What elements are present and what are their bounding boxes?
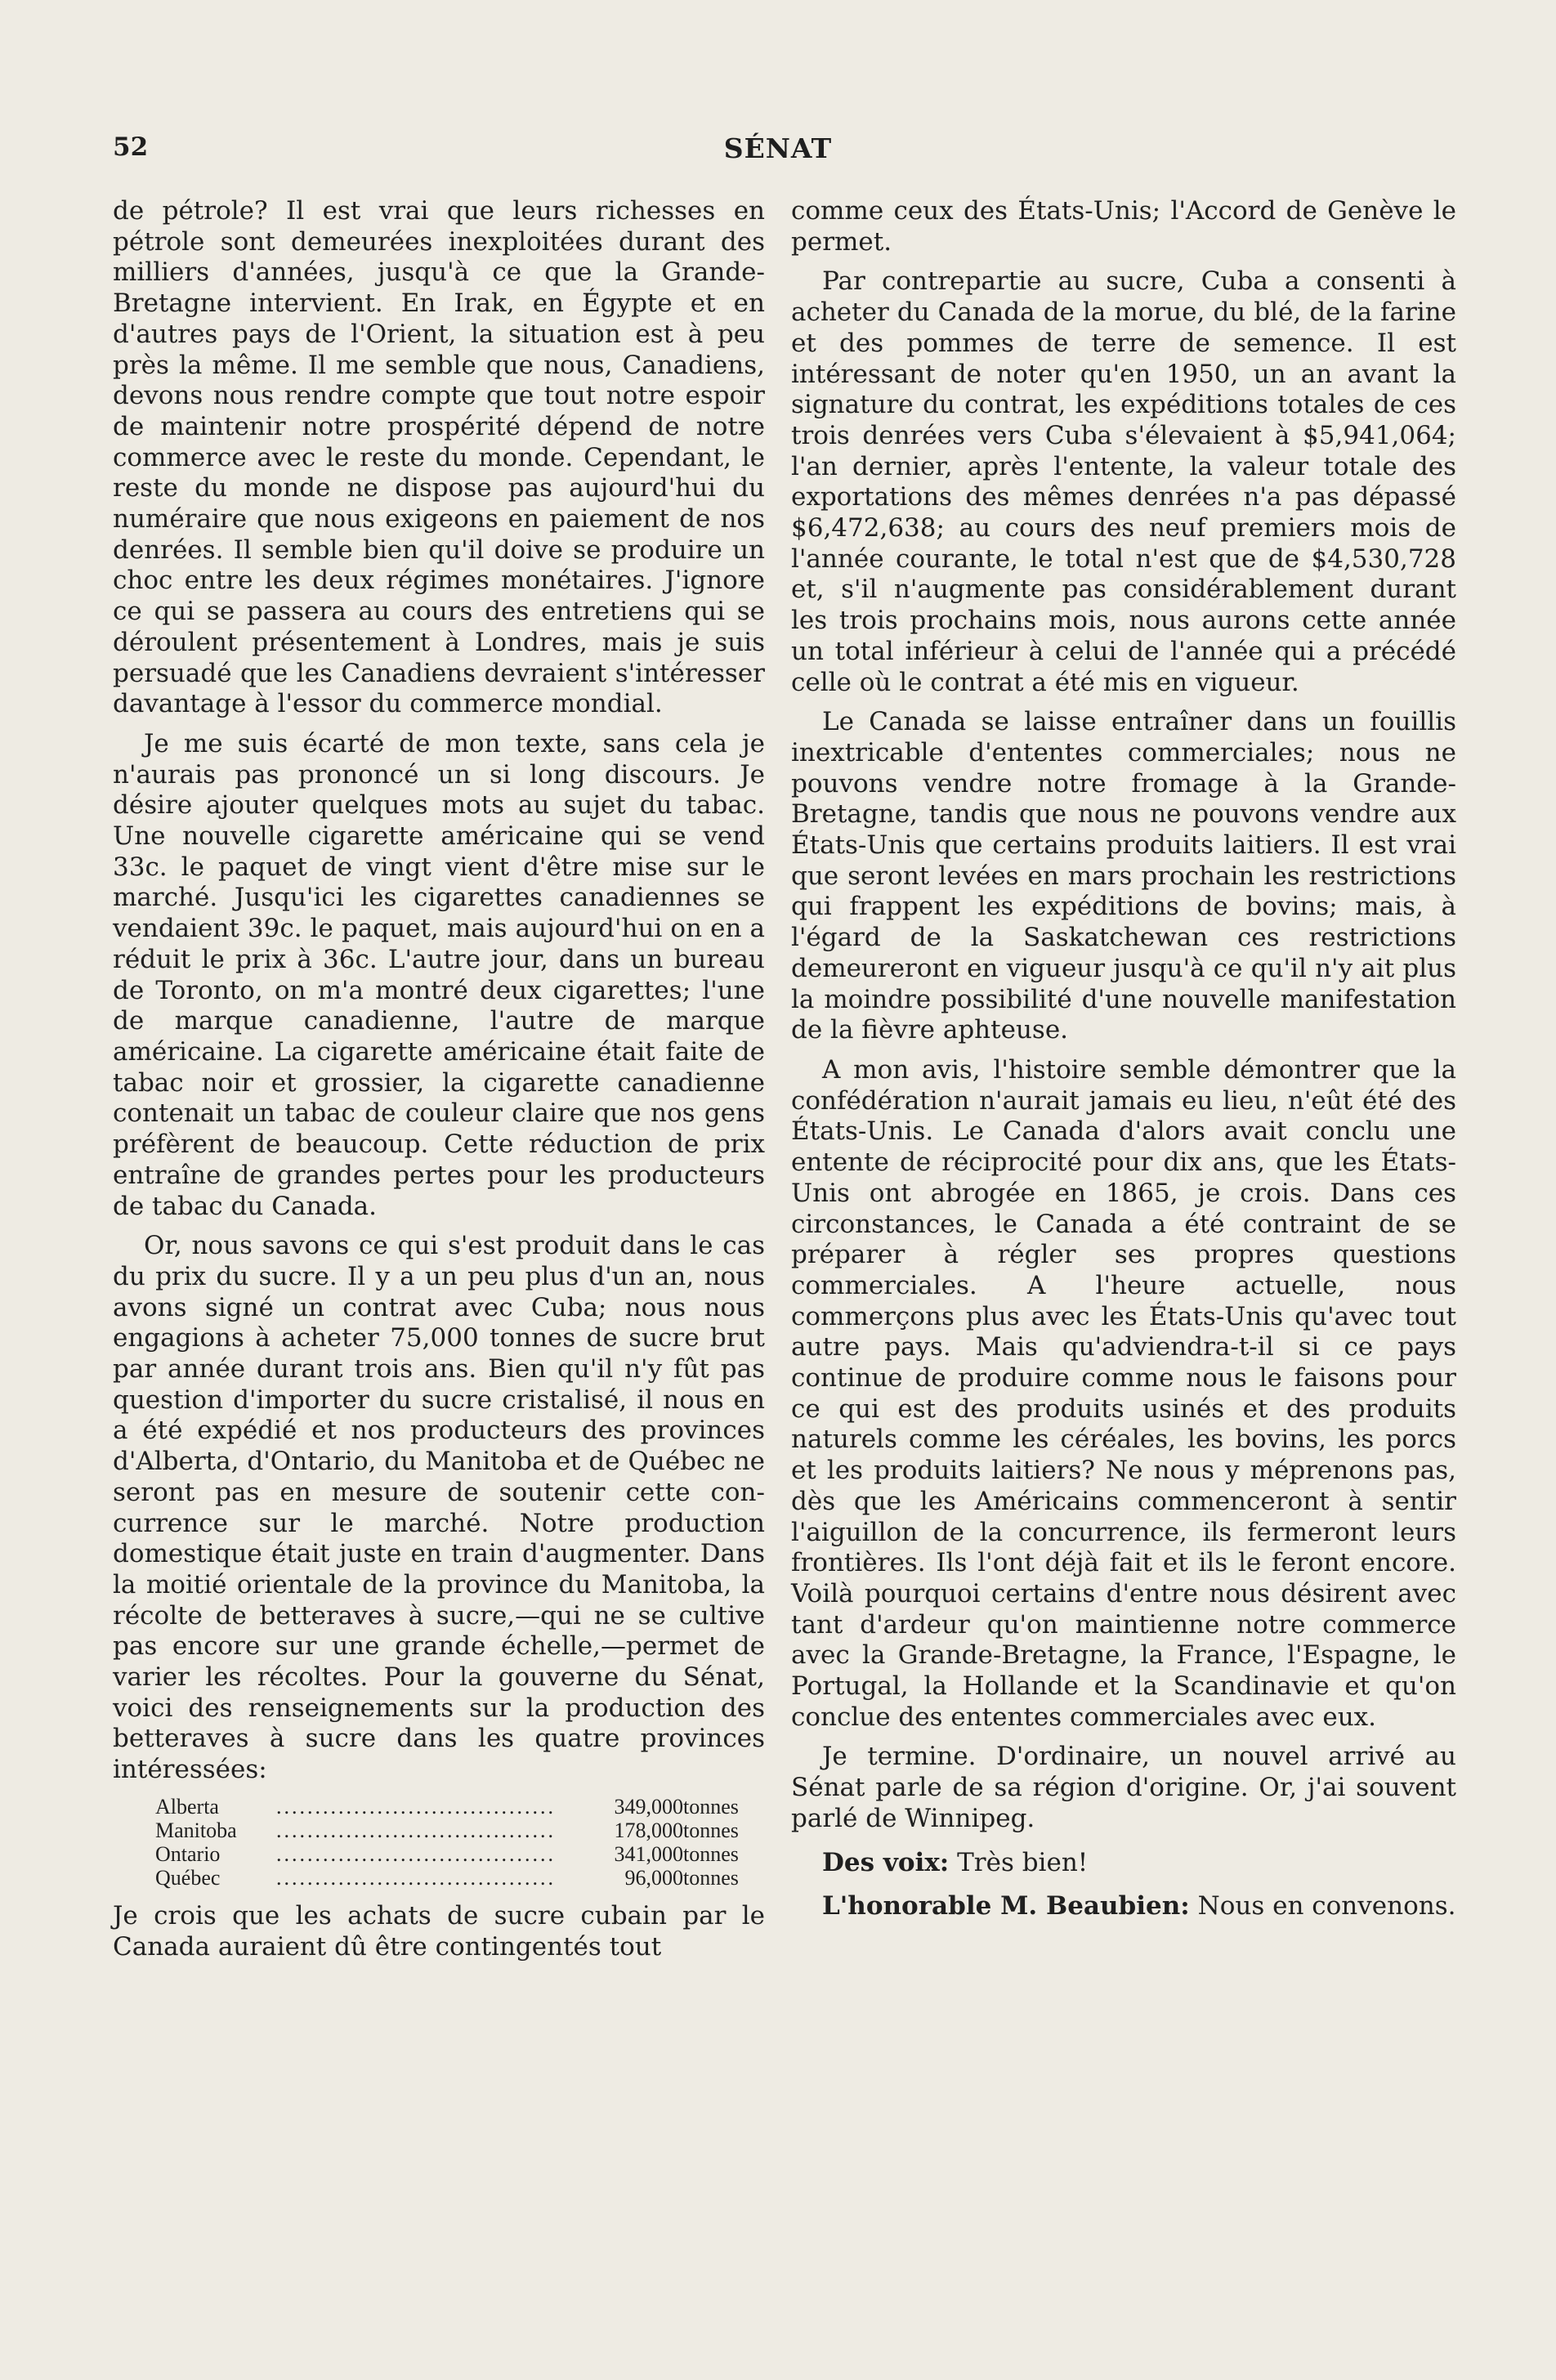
province-name: Manitoba	[155, 1818, 237, 1842]
left-column	[113, 196, 765, 1971]
leader-dots: ....................................	[276, 1818, 556, 1842]
province-name: Québec	[155, 1865, 221, 1890]
production-unit: tonnes	[683, 1818, 739, 1842]
interjection	[791, 1848, 1456, 1879]
table-row	[155, 1819, 765, 1842]
leader-dots: ....................................	[276, 1794, 556, 1819]
paragraph: Or, nous savons ce qui s'est produit dans le cas du prix du sucre. Il y a un peu plus d'un an, nous avons signé un contrat avec Cuba; nous nous engagions à acheter 75,000 tonnes de sucre brut par année durant trois ans. Bien qu'il n'y fût pas question d'importer du sucre cristalisé, il nous en a été expédié et nos producteurs des provinces d'Alberta, d'Ontario, du Manitoba et de Québec ne seront pas en mesure de soutenir cette concurrence sur le marché. Notre production domestique était juste en train d'augmenter. Dans la moitié orientale de la province du Manitoba, la récolte de betteraves à sucre,—qui ne se cultive pas encore sur une grande échelle,—permet de varier les récoltes. Pour la gouverne du Sénat, voici des renseignements sur la production des betteraves à sucre dans les quatre provinces intéressées:	[113, 1231, 765, 1785]
speaker-label: Des voix:	[822, 1847, 950, 1877]
leader-dots: ....................................	[276, 1865, 556, 1890]
paragraph: Je crois que les achats de sucre cubain par le Canada auraient dû être contingentés tout	[113, 1900, 765, 1962]
production-amount: 341,000	[614, 1841, 683, 1866]
speaker-label: L'honorable M. Beaubien:	[822, 1891, 1190, 1921]
table-row	[155, 1866, 765, 1890]
province-name: Alberta	[155, 1794, 219, 1819]
province-name: Ontario	[155, 1841, 221, 1866]
right-column	[791, 196, 1456, 1931]
page-number: 52	[113, 132, 149, 162]
speaker-remark	[791, 1891, 1456, 1922]
table-row	[155, 1795, 765, 1819]
paragraph: A mon avis, l'histoire semble démontrer que la confédération n'aurait jamais eu lieu, n'eût été des États-Unis. Le Canada d'alors avait conclu une entente de réciprocité pour dix ans, que les États-Unis ont abrogée en 1865, je crois. Dans ces circonstances, le Canada a été contraint de se préparer à régler ses propres questions commerciales. A l'heure actuelle, nous commerçons plus avec les États-Unis qu'avec tout autre pays. Mais qu'adviendra-t-il si ce pays continue de produire comme nous le faisons pour ce qui est des produits usinés et des produits naturels comme les céréales, les bovins, les porcs et les produits laitiers? Ne nous y méprenons pas, dès que les Américains commenceront à sentir l'aiguillon de la concurrence, ils fermeront leurs frontières. Ils l'ont déjà fait et ils le feront encore. Voilà pourquoi certains d'entre nous désirent avec tant d'ardeur qu'on maintienne notre commerce avec la Grande-Bretagne, la France, l'Espagne, le Portugal, la Hollande et la Scandinavie et qu'on conclue des ententes commerciales avec eux.	[791, 1054, 1456, 1732]
paragraph: de pétrole? Il est vrai que leurs richesses en pétrole sont demeurées inexploitées durant des milliers d'années, jusqu'à ce que la Grande-Bretagne intervient. En Irak, en Égypte et en d'autres pays de l'Orient, la situation est à peu près la même. Il me semble que nous, Canadiens, devons nous rendre compte que tout notre espoir de maintenir notre prospérité dépend de notre commerce avec le reste du monde. Cependant, le reste du monde ne dispose pas aujourd'hui du numéraire que nous exigeons en paiement de nos denrées. Il semble bien qu'il doive se produire un choc entre les deux régimes monétaires. J'ignore ce qui se passera au cours des entretiens qui se déroulent présentement à Londres, mais je suis persuadé que les Canadiens devraient s'intéresser davantage à l'essor du commerce mondial.	[113, 196, 765, 719]
speech-text: Très bien!	[957, 1847, 1089, 1877]
production-unit: tonnes	[683, 1794, 739, 1819]
paragraph: Par contrepartie au sucre, Cuba a consenti à acheter du Canada de la morue, du blé, de la farine et des pommes de terre de semence. Il est intéressant de noter qu'en 1950, un an avant la signature du contrat, les expéditions totales de ces trois denrées vers Cuba s'élevaient à $5,941,064; l'an dernier, après l'entente, la valeur totale des exportations des mêmes denrées n'a pas dépassé $6,472,638; au cours des neuf premiers mois de l'année courante, le total n'est que de $4,530,728 et, s'il n'augmente pas considérablement durant les trois prochains mois, nous aurons cette année un total inférieur à celui de l'année qui a précédé celle où le contrat a été mis en vigueur.	[791, 266, 1456, 697]
paragraph: Je me suis écarté de mon texte, sans cela je n'aurais pas prononcé un si long discours. Je désire ajouter quelques mots au sujet du tabac. Une nouvelle cigarette américaine qui se vend 33c. le paquet de vingt vient d'être mise sur le marché. Jusqu'ici les cigarettes canadiennes se vendaient 39c. le paquet, mais aujourd'hui on en a réduit le prix à 36c. L'autre jour, dans un bureau de Toronto, on m'a montré deux cigarettes; l'une de marque canadienne, l'autre de marque américaine. La cigarette américaine était faite de tabac noir et grossier, la cigarette canadienne contenait un tabac de couleur claire que nos gens préfèrent de beaucoup. Cette réduction de prix entraîne de grandes pertes pour les producteurs de tabac du Canada.	[113, 728, 765, 1221]
paragraph: Je termine. D'ordinaire, un nouvel arrivé au Sénat parle de sa région d'origine. Or, j'ai souvent parlé de Winnipeg.	[791, 1742, 1456, 1833]
leader-dots: ....................................	[276, 1841, 556, 1866]
production-unit: tonnes	[683, 1865, 739, 1890]
speech-text: Nous en convenons.	[1197, 1891, 1456, 1921]
table-row	[155, 1842, 765, 1866]
sugar-beet-production-table	[155, 1795, 765, 1890]
production-amount: 96,000	[624, 1865, 683, 1890]
paragraph: comme ceux des États-Unis; l'Accord de Genève le permet.	[791, 196, 1456, 257]
production-unit: tonnes	[683, 1841, 739, 1866]
paragraph: Le Canada se laisse entraîner dans un fouillis inextricable d'ententes commerciales; nous ne pouvons vendre notre fromage à la Grande-Bretagne, tandis que nous ne pouvons vendre aux États-Unis que certains produits laitiers. Il est vrai que seront levées en mars prochain les restrictions qui frappent les expéditions de bovins; mais, à l'égard de la Saskatchewan ces restrictions demeureront en vigueur jusqu'à ce qu'il n'y ait plus la moindre possibilité d'une nouvelle manifestation de la fièvre aphteuse.	[791, 707, 1456, 1045]
production-amount: 349,000	[614, 1794, 683, 1819]
production-amount: 178,000	[614, 1818, 683, 1842]
running-title: SÉNAT	[723, 132, 833, 164]
